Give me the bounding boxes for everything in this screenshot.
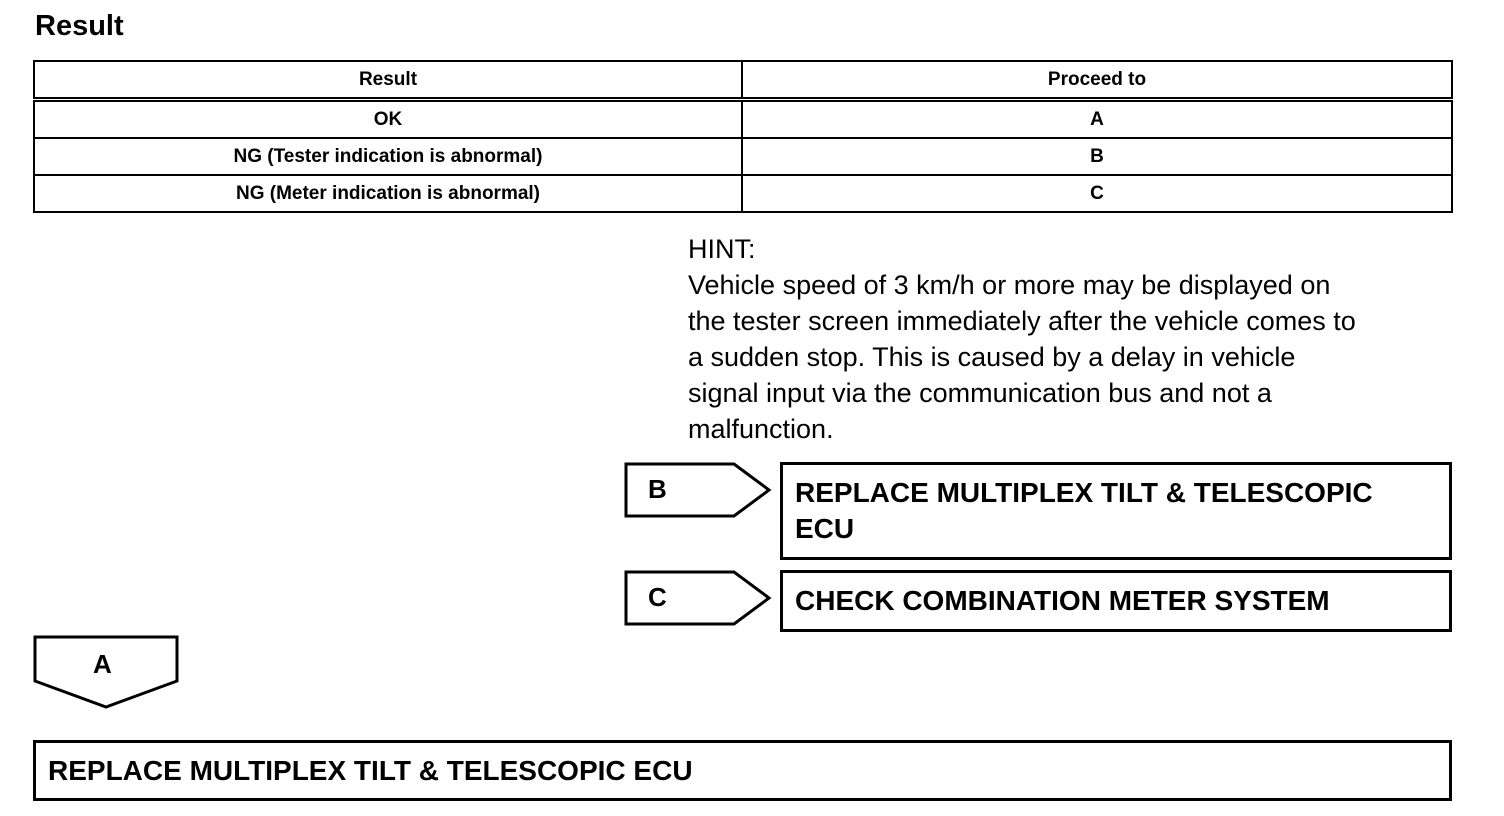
table-row [34, 175, 1452, 212]
table-row [34, 138, 1452, 175]
branch-c-arrow [624, 570, 772, 626]
branch-c-label: C [648, 582, 667, 612]
branch-a-arrow [33, 635, 179, 709]
cell-proceed-to: A [742, 100, 1452, 139]
header-proceed-to: Proceed to [742, 61, 1452, 100]
hint-text: Vehicle speed of 3 km/h or more may be displayed on the tester screen immediately after the vehicle comes to a sudden stop. This is caused by a delay in vehicle signal input via the communication bus and not a malfunction. [688, 270, 1356, 444]
action-replace-ecu-b: REPLACE MULTIPLEX TILT & TELESCOPIC ECU [780, 462, 1452, 560]
cell-proceed-to: B [742, 138, 1452, 175]
action-check-meter-c: CHECK COMBINATION METER SYSTEM [780, 570, 1452, 632]
hint-block [688, 231, 1468, 447]
table-header-row [34, 61, 1452, 100]
action-replace-ecu-a: REPLACE MULTIPLEX TILT & TELESCOPIC ECU [33, 740, 1452, 801]
cell-result: NG (Meter indication is abnormal) [34, 175, 742, 212]
header-result: Result [34, 61, 742, 100]
cell-result: NG (Tester indication is abnormal) [34, 138, 742, 175]
table-row [34, 100, 1452, 139]
right-arrow-icon [624, 462, 772, 518]
branch-b-arrow [624, 462, 772, 518]
section-heading: Result [35, 10, 124, 42]
branch-b-label: B [648, 474, 667, 504]
cell-result: OK [34, 100, 742, 139]
right-arrow-icon [624, 570, 772, 626]
result-table [33, 60, 1453, 213]
cell-proceed-to: C [742, 175, 1452, 212]
hint-title: HINT: [688, 234, 756, 264]
branch-a-label: A [93, 649, 112, 679]
